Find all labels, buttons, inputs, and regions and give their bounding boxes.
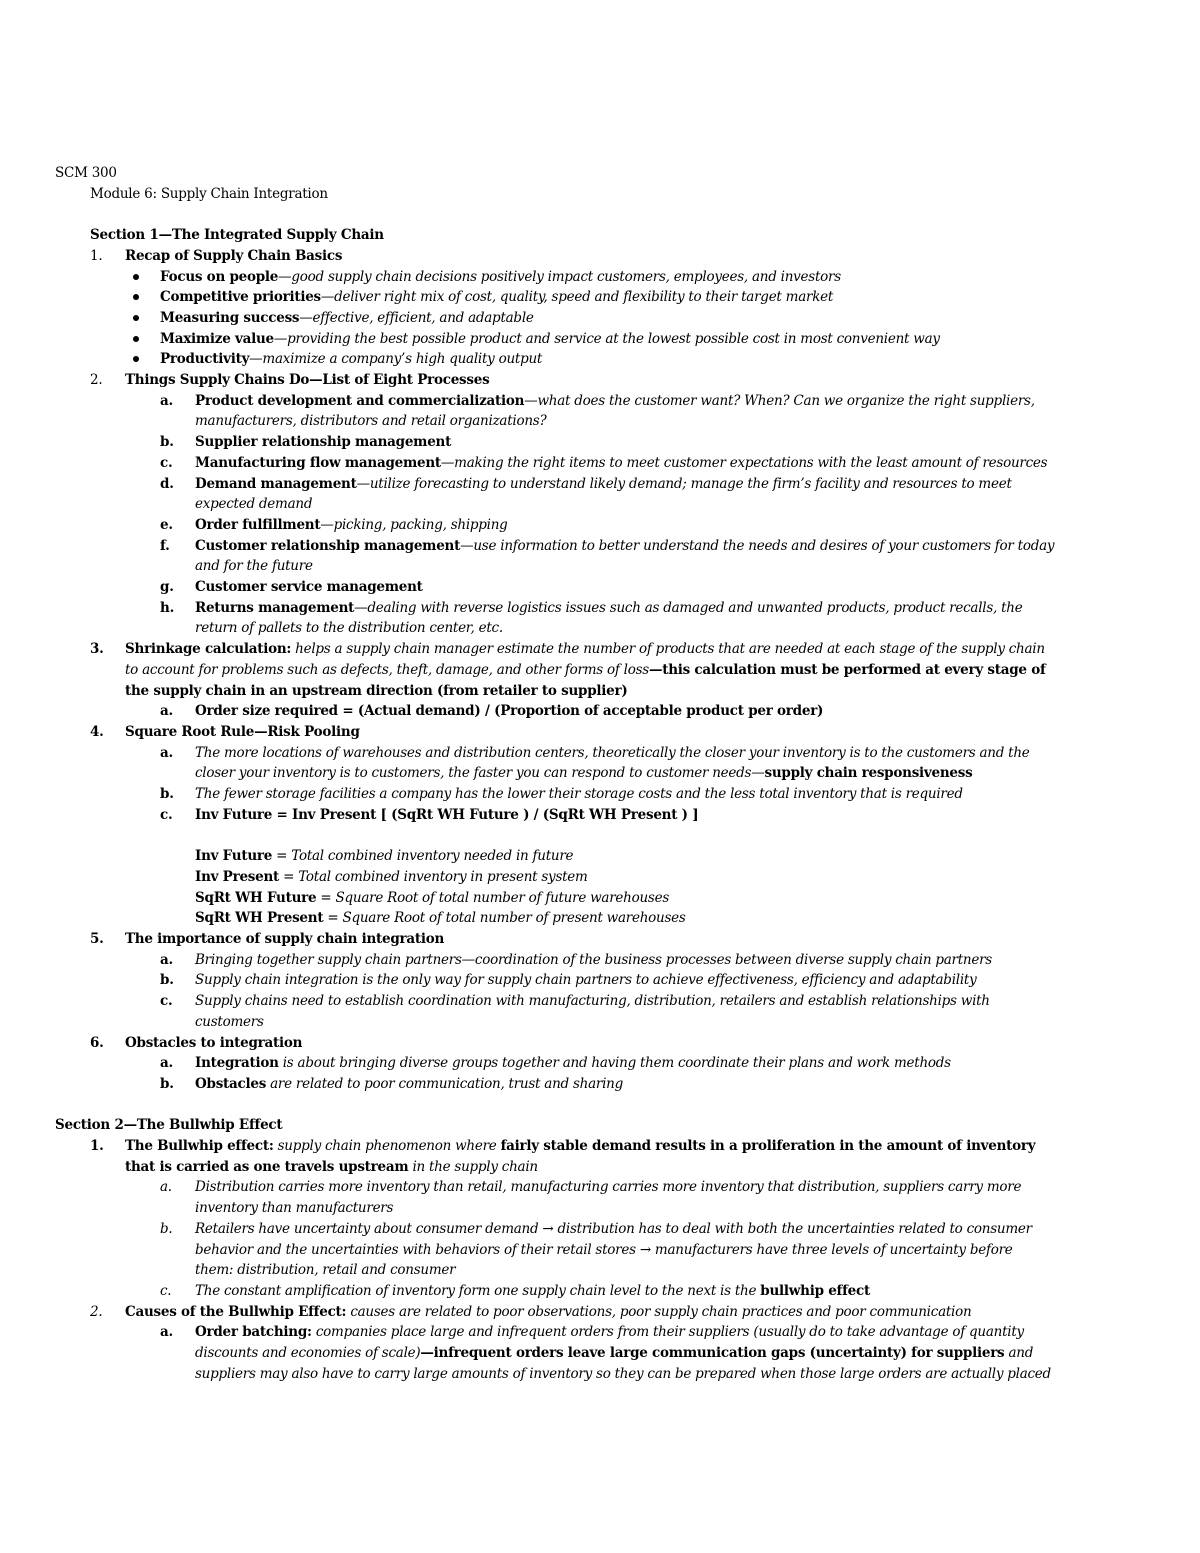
s1-item-6b: b. Obstacles are related to poor communication, trust and sharing <box>160 1075 623 1092</box>
s2-item-1c: c. The constant amplification of inventory form one supply chain level to the next is the bullwhip effect <box>160 1282 870 1299</box>
s2-item-2a-cont: suppliers may also have to carry large amounts of inventory so they can be prepared when those large orders are actually placed <box>195 1365 1051 1382</box>
s1-item-2a-cont: manufacturers, distributors and retail organizations? <box>195 413 547 430</box>
module-title: Module 6: Supply Chain Integration <box>90 185 328 202</box>
section-2-heading: Section 2—The Bullwhip Effect <box>55 1117 283 1134</box>
s2-item-2a-cont: discounts and economies of scale)—infrequent orders leave large communication gaps (uncertainty) for suppliers and <box>195 1345 1034 1362</box>
s1-item-2c: c. Manufacturing flow management—making the right items to meet customer expectations with the least amount of resources <box>160 454 1048 471</box>
bullet-icon <box>133 336 139 342</box>
s2-item-1b-cont: behavior and the uncertainties with behaviors of their retail stores → manufacturers have three levels of uncertainty before <box>195 1241 1013 1258</box>
course-code: SCM 300 <box>55 165 117 181</box>
formula-definition: Inv Present = Total combined inventory in present system <box>195 868 588 885</box>
s1-item-1-bullet: Competitive priorities—deliver right mix of cost, quality, speed and flexibility to their target market <box>55 287 1145 308</box>
s1-item-2: 2. Things Supply Chains Do—List of Eight Processes <box>90 372 490 389</box>
s1-item-4b: b. The fewer storage facilities a company has the lower their storage costs and the less total inventory that is required <box>160 786 963 803</box>
s1-item-5b: b. Supply chain integration is the only way for supply chain partners to achieve effectiveness, efficiency and adaptability <box>160 972 977 989</box>
s2-item-2: 2. Causes of the Bullwhip Effect: causes are related to poor observations, poor supply chain practices and poor communication <box>90 1303 972 1320</box>
s1-item-1-bullet: Focus on people—good supply chain decisions positively impact customers, employees, and investors <box>55 267 1145 288</box>
s2-item-2a: a. Order batching: companies place large and infrequent orders from their suppliers (usually do to take advantage of quantity <box>160 1324 1024 1341</box>
s1-item-2f-cont: and for the future <box>195 558 313 575</box>
s2-item-1a: a. Distribution carries more inventory than retail, manufacturing carries more inventory that distribution, suppliers carry more <box>160 1179 1022 1196</box>
s1-item-6a: a. Integration is about bringing diverse groups together and having them coordinate their plans and work methods <box>160 1055 951 1072</box>
bullet-icon <box>133 315 139 321</box>
s1-item-1: 1. Recap of Supply Chain Basics <box>90 247 343 264</box>
s1-item-2e: e. Order fulfillment—picking, packing, shipping <box>160 516 508 533</box>
s1-item-2d-cont: expected demand <box>195 496 313 513</box>
s1-item-3-cont: the supply chain in an upstream direction (from retailer to supplier) <box>125 682 628 699</box>
s1-item-2d: d. Demand management—utilize forecasting to understand likely demand; manage the firm’s facility and resources to meet <box>160 475 1012 492</box>
s1-item-1-bullet: Maximize value—providing the best possible product and service at the lowest possible cost in most convenient way <box>55 329 1145 350</box>
bullet-icon <box>133 356 139 362</box>
s1-item-3-cont: to account for problems such as defects, theft, damage, and other forms of loss—this calculation must be performed at every stage of <box>125 661 1046 678</box>
s1-item-1-bullet: Productivity—maximize a company’s high quality output <box>55 349 1145 370</box>
s1-item-4: 4. Square Root Rule—Risk Pooling <box>90 723 360 740</box>
s1-item-5c: c. Supply chains need to establish coordination with manufacturing, distribution, retailers and establish relationships with <box>160 993 990 1010</box>
bullet-icon <box>133 294 139 300</box>
section-1-heading: Section 1—The Integrated Supply Chain <box>90 227 384 244</box>
formula-definition: SqRt WH Future = Square Root of total number of future warehouses <box>195 889 670 906</box>
s1-item-4c: c. Inv Future = Inv Present [ (SqRt WH Future ) / (SqRt WH Present ) ] <box>160 806 699 823</box>
s2-item-1b: b. Retailers have uncertainty about consumer demand → distribution has to deal with both the uncertainties related to consumer <box>160 1220 1032 1237</box>
bullet-icon <box>133 274 139 280</box>
s1-item-6: 6. Obstacles to integration <box>90 1034 303 1051</box>
s1-item-2a: a. Product development and commercialization—what does the customer want? When? Can we organize the right suppliers, <box>160 392 1035 409</box>
s1-item-1-bullet: Measuring success—effective, efficient, and adaptable <box>55 308 1145 329</box>
s1-item-5c-cont: customers <box>195 1013 264 1030</box>
s1-item-4a: a. The more locations of warehouses and distribution centers, theoretically the closer your inventory is to the customers and the <box>160 744 1030 761</box>
formula-definition: SqRt WH Present = Square Root of total number of present warehouses <box>195 910 686 927</box>
notes-body <box>55 163 1145 1384</box>
s1-item-2h-cont: return of pallets to the distribution center, etc. <box>195 620 503 637</box>
s1-item-2f: f. Customer relationship management—use information to better understand the needs and desires of your customers for today <box>160 537 1055 554</box>
s1-item-5: 5. The importance of supply chain integration <box>90 930 445 947</box>
s2-item-1: 1. The Bullwhip effect: supply chain phenomenon where fairly stable demand results in a proliferation in the amount of inventory <box>90 1138 1036 1154</box>
s2-item-1-cont: that is carried as one travels upstream in the supply chain <box>125 1158 538 1175</box>
s1-item-4a-cont: closer your inventory is to customers, the faster you can respond to customer needs—supply chain responsiveness <box>195 765 973 782</box>
s2-item-1a-cont: inventory than manufacturers <box>195 1200 394 1217</box>
s1-item-2h: h. Returns management—dealing with reverse logistics issues such as damaged and unwanted products, product recalls, the <box>160 599 1023 616</box>
s1-item-2b: b. Supplier relationship management <box>160 434 452 451</box>
formula-definition: Inv Future = Total combined inventory needed in future <box>195 848 574 865</box>
s2-item-1b-cont: them: distribution, retail and consumer <box>195 1262 456 1279</box>
s1-item-3: 3. Shrinkage calculation: helps a supply chain manager estimate the number of products that are needed at each stage of the supply chain <box>90 641 1045 658</box>
s1-item-5a: a. Bringing together supply chain partners—coordination of the business processes between diverse supply chain partners <box>160 951 992 968</box>
s1-item-3a: a. Order size required = (Actual demand) / (Proportion of acceptable product per order) <box>160 703 824 720</box>
s1-item-2g: g. Customer service management <box>160 579 423 596</box>
